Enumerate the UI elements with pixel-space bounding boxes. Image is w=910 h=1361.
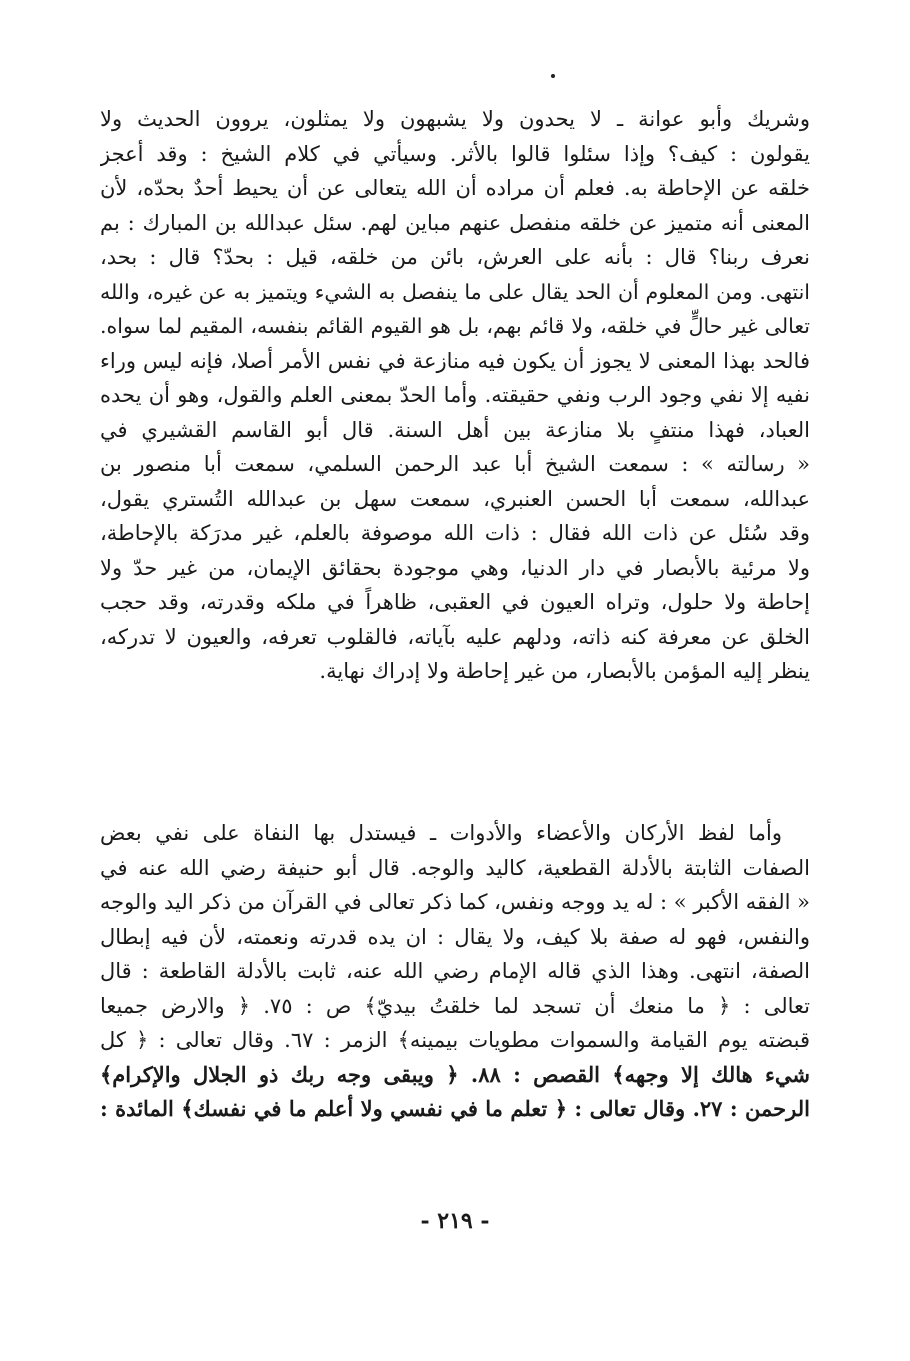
text-line: عبدالله، سمعت أبا الحسن العنبري، سمعت سهل بن عبدالله التُستري يقول، bbox=[100, 486, 810, 511]
text-line: تعالى غير حالٍّ في خلقه، ولا قائم بهم، بل هو القيوم القائم بنفسه، المقيم لما سواه. bbox=[100, 314, 810, 338]
text-line: إحاطة ولا حلول، وتراه العيون في العقبى، ظاهراً في ملكه وقدرته، وقد حجب bbox=[100, 590, 810, 614]
text-line: وقد سُئل عن ذات الله فقال : ذات الله موصوفة بالعلم، غير مدرَكة بالإحاطة، bbox=[100, 521, 810, 545]
text-line: نفيه إلا نفي وجود الرب ونفي حقيقته. وأما الحدّ بمعنى العلم والقول، وهو أن يحده bbox=[100, 383, 810, 407]
text-line: ولا مرئية بالأبصار في دار الدنيا، وهي موجودة بحقائق الإيمان، من غير حدّ ولا bbox=[100, 555, 810, 580]
text-line: انتهى. ومن المعلوم أن الحد يقال على ما ينفصل به الشيء ويتميز به عن غيره، والله bbox=[100, 279, 810, 304]
page-mark bbox=[551, 74, 555, 78]
text-line: الصفة، انتهى. وهذا الذي قاله الإمام رضي الله عنه، ثابت بالأدلة القاطعة : قال bbox=[100, 959, 810, 983]
text-line: قبضته يوم القيامة والسموات مطويات بيمينه﴾ الزمر : ٦٧. وقال تعالى : ﴿ كل bbox=[100, 1028, 810, 1052]
text-line: الخلق عن معرفة كنه ذاته، ودلهم عليه بآياته، فالقلوب تعرفه، والعيون لا تدركه، bbox=[100, 624, 810, 649]
text-line: نعرف ربنا؟ قال : بأنه على العرش، بائن من خلقه، قيل : بحدّ؟ قال : بحد، bbox=[100, 245, 810, 269]
text-line: « رسالته » : سمعت الشيخ أبا عبد الرحمن السلمي، سمعت أبا منصور بن bbox=[100, 452, 810, 476]
text-line: فالحد بهذا المعنى لا يجوز أن يكون فيه منازعة في نفس الأمر أصلا، فإنه ليس وراء bbox=[100, 348, 810, 373]
text-line: العباد، فهذا منتفٍ بلا منازعة بين أهل السنة. قال أبو القاسم القشيري في bbox=[100, 417, 810, 442]
quran-verse-line: الرحمن : ٢٧. وقال تعالى : ﴿ تعلم ما في نفسي ولا أعلم ما في نفسك﴾ المائدة : bbox=[100, 1096, 810, 1121]
text-line: وشريك وأبو عوانة ـ لا يحدون ولا يشبهون ولا يمثلون، يروون الحديث ولا bbox=[100, 107, 810, 131]
text-line: « الفقه الأكبر » : له يد ووجه ونفس، كما ذكر تعالى في القرآن من ذكر اليد والوجه bbox=[100, 890, 810, 914]
text-line: خلقه عن الإحاطة به. فعلم أن مراده أن الله يتعالى عن أن يحيط أحدٌ بحدّه، لأن bbox=[100, 176, 810, 200]
text-line: يقولون : كيف؟ وإذا سئلوا قالوا بالأثر. وسيأتي في كلام الشيخ : وقد أعجز bbox=[100, 141, 810, 166]
text-line: وأما لفظ الأركان والأعضاء والأدوات ـ فيستدل بها النفاة على نفي بعض bbox=[100, 821, 782, 845]
text-line: الصفات الثابتة بالأدلة القطعية، كاليد والوجه. قال أبو حنيفة رضي الله عنه في bbox=[100, 855, 810, 880]
quran-verse-line: شيء هالك إلا وجهه﴾ القصص : ٨٨. ﴿ ويبقى وجه ربك ذو الجلال والإكرام﴾ bbox=[100, 1061, 810, 1087]
paragraph-2 bbox=[100, 816, 810, 1127]
paragraph-1 bbox=[100, 102, 810, 689]
text-line: تعالى : ﴿ ما منعك أن تسجد لما خلقتُ بيديّ﴾ ص : ٧٥. ﴿ والارض جميعا bbox=[100, 993, 810, 1018]
text-line: ينظر إليه المؤمن بالأبصار، من غير إحاطة ولا إدراك نهاية. bbox=[319, 659, 810, 683]
text-line: المعنى أنه متميز عن خلقه منفصل عنهم مباين لهم. سئل عبدالله بن المبارك : بم bbox=[100, 210, 810, 235]
page-number: - ٢١٩ - bbox=[420, 1208, 490, 1234]
text-line: والنفس، فهو له صفة بلا كيف، ولا يقال : ان يده قدرته ونعمته، لأن فيه إبطال bbox=[100, 924, 810, 949]
